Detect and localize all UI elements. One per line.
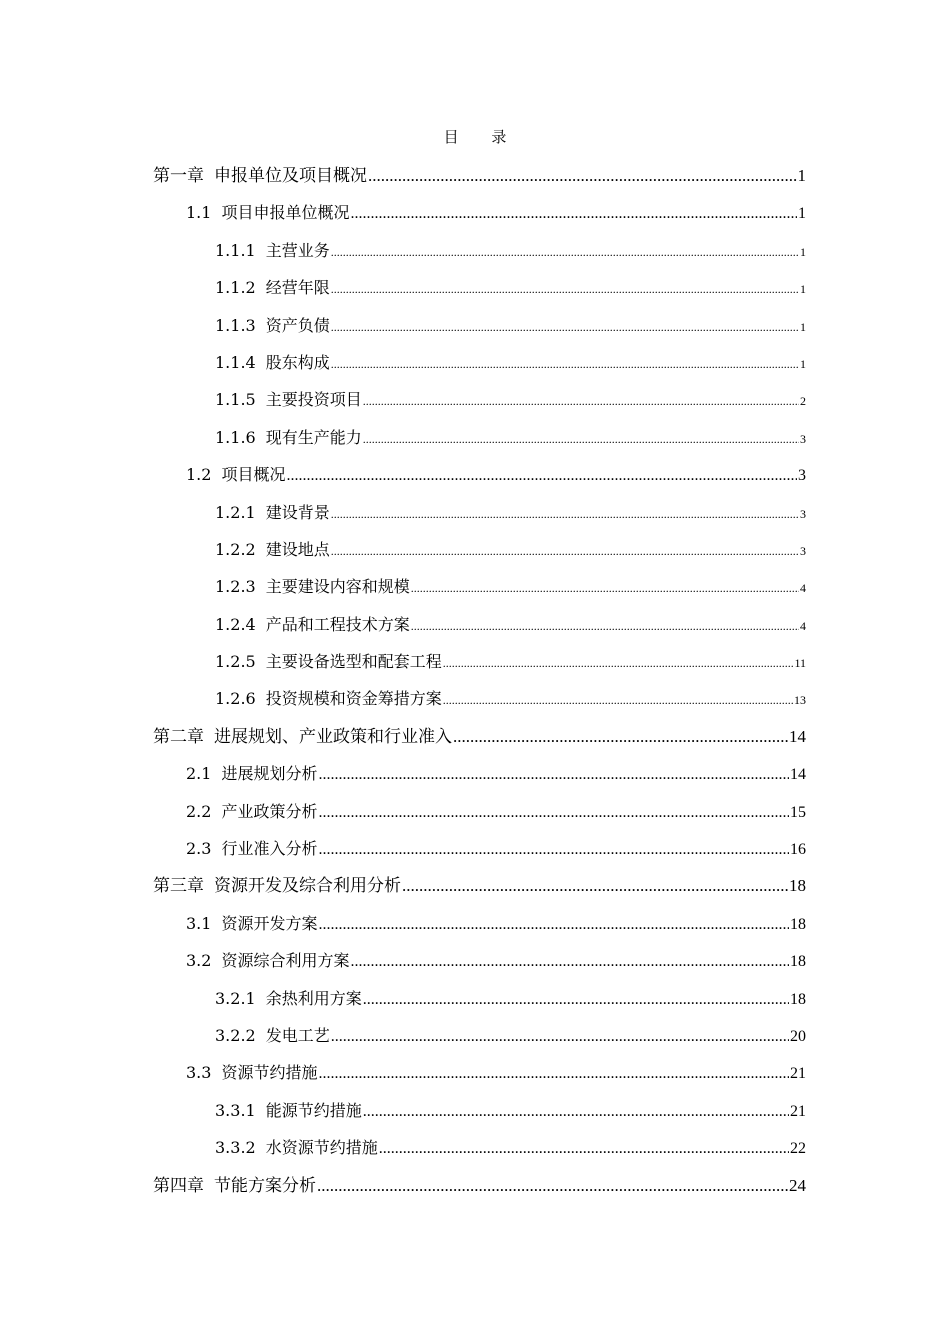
toc-entry[interactable] (153, 1017, 806, 1054)
toc-entry-title: 发电工艺 (265, 1025, 330, 1045)
toc-entry-number: 第二章 (153, 726, 204, 747)
toc-entry-title: 产品和工程技术方案 (265, 614, 410, 634)
toc-entry[interactable] (153, 157, 806, 194)
toc-entry-page-number: 1 (798, 205, 806, 223)
dot-leader (363, 383, 799, 420)
toc-entry-number: 1.2 (186, 465, 212, 485)
toc-entry-number: 1.2.3 (215, 577, 256, 597)
toc-entry[interactable] (153, 494, 806, 531)
toc-entry[interactable] (153, 531, 806, 568)
toc-entry-page-number: 3 (800, 543, 806, 558)
dot-leader (363, 981, 789, 1018)
dot-leader (318, 1055, 789, 1092)
dot-leader (453, 718, 788, 755)
dot-leader (331, 234, 799, 271)
toc-entry-number: 第一章 (153, 166, 204, 186)
toc-entry[interactable] (153, 942, 806, 979)
toc-entry-number: 1.1.6 (215, 427, 256, 447)
toc-entry-number: 1.2.1 (215, 502, 256, 522)
dot-leader (331, 346, 799, 383)
toc-entry[interactable] (153, 307, 806, 344)
toc-entry-page-number: 1 (800, 319, 806, 334)
toc-entry-page-number: 4 (800, 581, 806, 596)
dot-leader (443, 682, 793, 719)
toc-entry-title: 资源开发方案 (221, 913, 318, 933)
toc-entry-page-number: 21 (790, 1102, 806, 1120)
toc-entry-number: 第四章 (153, 1175, 204, 1196)
toc-entry-page-number: 1 (800, 282, 806, 297)
toc-title: 目 录 (443, 128, 521, 146)
toc-entry[interactable] (153, 867, 806, 904)
toc-entry-number: 2.1 (186, 764, 212, 784)
toc-entry[interactable] (153, 718, 806, 755)
dot-leader (318, 794, 789, 831)
dot-leader (331, 496, 799, 533)
toc-entry-number: 3.2.2 (215, 1025, 256, 1045)
toc-entry-number: 1.1.4 (215, 352, 256, 372)
toc-entry-page-number: 4 (800, 618, 806, 633)
toc-entry-number: 1.2.5 (215, 652, 256, 672)
toc-entry-title: 建设背景 (265, 502, 330, 522)
dot-leader (411, 608, 799, 645)
toc-entry-page-number: 16 (790, 841, 806, 859)
toc-entry-number: 1.1 (186, 203, 212, 223)
toc-entry[interactable] (153, 1129, 806, 1166)
dot-leader (318, 831, 789, 868)
toc-entry[interactable] (153, 381, 806, 418)
toc-entry[interactable] (153, 680, 806, 717)
toc-entry[interactable] (153, 643, 806, 680)
toc-entry[interactable] (153, 419, 806, 456)
toc-entry-page-number: 1 (797, 166, 806, 185)
toc-entry-number: 3.3 (186, 1063, 212, 1083)
toc-entry-page-number: 14 (790, 766, 806, 784)
toc-entry-number: 1.1.2 (215, 278, 256, 298)
toc-entry-title: 资源开发及综合利用分析 (214, 876, 401, 897)
toc-entry-page-number: 3 (800, 506, 806, 521)
table-of-contents (153, 157, 806, 1204)
toc-entry[interactable] (153, 755, 806, 792)
toc-entry-number: 1.2.4 (215, 614, 256, 634)
toc-entry-title: 进展规划分析 (221, 764, 318, 784)
toc-entry[interactable] (153, 568, 806, 605)
dot-leader (350, 195, 797, 232)
toc-entry[interactable] (153, 830, 806, 867)
toc-entry-title: 经营年限 (265, 278, 330, 298)
toc-entry-title: 余热利用方案 (265, 988, 362, 1008)
dot-leader (368, 157, 797, 194)
toc-entry-page-number: 2 (800, 394, 806, 409)
toc-entry-title: 建设地点 (265, 539, 330, 559)
dot-leader (411, 570, 799, 607)
toc-entry-page-number: 3 (798, 467, 806, 485)
dot-leader (350, 943, 789, 980)
toc-entry[interactable] (153, 1167, 806, 1204)
toc-entry[interactable] (153, 456, 806, 493)
toc-entry-title: 现有生产能力 (265, 427, 362, 447)
toc-entry-title: 行业准入分析 (221, 839, 318, 859)
toc-entry-title: 主要投资项目 (265, 390, 362, 410)
toc-entry-number: 3.3.2 (215, 1138, 256, 1158)
toc-entry-title: 投资规模和资金筹措方案 (265, 689, 442, 709)
toc-entry-title: 产业政策分析 (221, 801, 318, 821)
dot-leader (363, 421, 799, 458)
toc-entry-title: 资产负债 (265, 315, 330, 335)
toc-entry-page-number: 24 (789, 1175, 806, 1195)
toc-entry-number: 1.1.3 (215, 315, 256, 335)
dot-leader (331, 533, 799, 570)
dot-leader (331, 1018, 789, 1055)
toc-entry-page-number: 11 (794, 656, 806, 671)
toc-entry-number: 3.2 (186, 951, 212, 971)
toc-entry-page-number: 18 (790, 990, 806, 1008)
dot-leader (286, 457, 797, 494)
toc-entry-page-number: 13 (794, 693, 806, 708)
toc-entry[interactable] (153, 344, 806, 381)
toc-entry[interactable] (153, 232, 806, 269)
toc-entry-title: 节能方案分析 (214, 1175, 316, 1196)
dot-leader (363, 1093, 789, 1130)
toc-entry-title: 主要建设内容和规模 (265, 577, 410, 597)
toc-entry-page-number: 1 (800, 356, 806, 371)
dot-leader (318, 756, 789, 793)
toc-entry-number: 1.1.5 (215, 390, 256, 410)
toc-entry-page-number: 18 (790, 953, 806, 971)
toc-entry-number: 2.3 (186, 839, 212, 859)
toc-entry-number: 3.3.1 (215, 1100, 256, 1120)
toc-entry[interactable] (153, 1092, 806, 1129)
toc-entry-title: 申报单位及项目概况 (214, 166, 367, 186)
toc-entry-title: 项目申报单位概况 (221, 203, 350, 223)
toc-entry[interactable] (153, 980, 806, 1017)
toc-entry[interactable] (153, 905, 806, 942)
toc-entry-page-number: 1 (800, 244, 806, 259)
dot-leader (318, 906, 789, 943)
toc-entry[interactable] (153, 793, 806, 830)
toc-entry-page-number: 18 (789, 876, 806, 896)
toc-entry-number: 3.1 (186, 913, 212, 933)
toc-entry-page-number: 15 (790, 803, 806, 821)
toc-entry[interactable] (153, 1054, 806, 1091)
toc-entry-title: 股东构成 (265, 352, 330, 372)
toc-entry-page-number: 21 (790, 1065, 806, 1083)
toc-entry-title: 主要设备选型和配套工程 (265, 652, 442, 672)
toc-entry-title: 项目概况 (221, 465, 286, 485)
dot-leader (331, 271, 799, 308)
toc-entry-page-number: 3 (800, 431, 806, 446)
toc-entry-title: 资源节约措施 (221, 1063, 318, 1083)
toc-entry-title: 能源节约措施 (265, 1100, 362, 1120)
dot-leader (443, 645, 794, 682)
toc-entry-number: 第三章 (153, 876, 204, 897)
toc-entry-number: 1.1.1 (215, 240, 256, 260)
toc-entry-title: 水资源节约措施 (265, 1138, 378, 1158)
toc-entry-number: 1.2.6 (215, 689, 256, 709)
toc-entry[interactable] (153, 194, 806, 231)
dot-leader (402, 867, 788, 904)
toc-entry-title: 主营业务 (265, 240, 330, 260)
toc-entry[interactable] (153, 269, 806, 306)
toc-entry-number: 2.2 (186, 801, 212, 821)
dot-leader (379, 1130, 789, 1167)
toc-entry-number: 3.2.1 (215, 988, 256, 1008)
toc-entry-title: 资源综合利用方案 (221, 951, 350, 971)
toc-entry-number: 1.2.2 (215, 539, 256, 559)
toc-entry[interactable] (153, 606, 806, 643)
toc-entry-page-number: 20 (790, 1027, 806, 1045)
dot-leader (331, 309, 799, 346)
dot-leader (317, 1167, 788, 1204)
toc-entry-page-number: 22 (790, 1140, 806, 1158)
toc-entry-page-number: 14 (789, 726, 806, 746)
toc-entry-title: 进展规划、产业政策和行业准入 (214, 726, 452, 747)
toc-entry-page-number: 18 (790, 915, 806, 933)
